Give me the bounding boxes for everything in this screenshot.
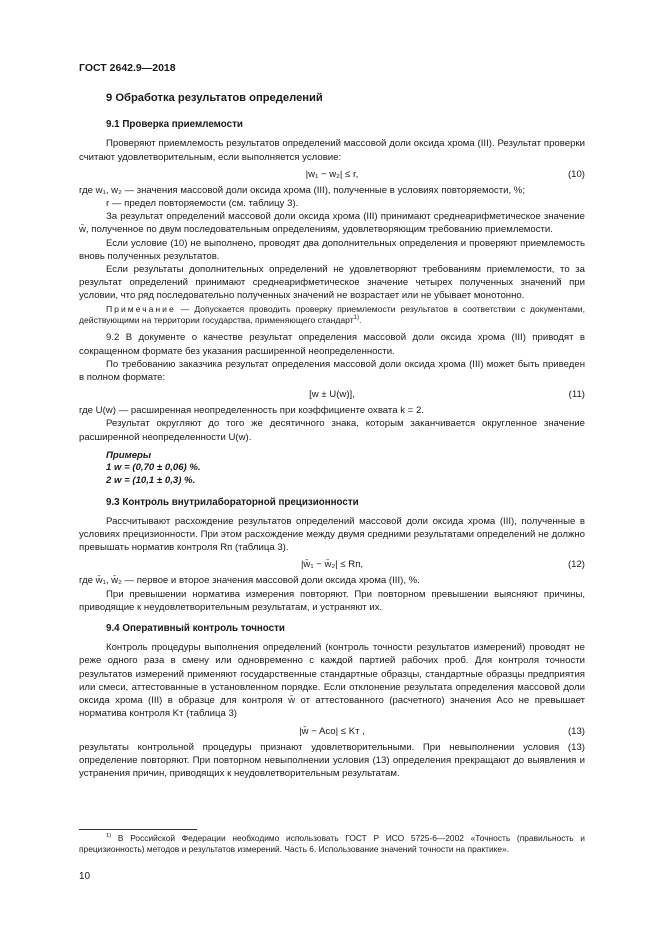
paragraph: Если результаты дополнительных определений не удовлетворяют требованиям приемлемости, то за результат определений принимают среднеарифметическое значение четырех полученных значений при условии, что ряд последовательно полученных значений не возрастает или не убывает монотонно. <box>79 264 585 302</box>
formula-11-expr: [w ± U(w)], <box>309 389 355 401</box>
subsection-9-3-title: 9.3 Контроль внутрилабораторной прецизионности <box>106 496 359 508</box>
paragraph: По требованию заказчика результат определения массовой доли оксида хрома (III) может быть приведен в полном формате: <box>79 358 585 384</box>
formula-11-number: (11) <box>568 389 585 401</box>
formula-10-expr: |w₁ − w₂| ≤ r, <box>305 168 359 180</box>
section-9-title: 9 Обработка результатов определений <box>106 92 323 104</box>
page-number: 10 <box>79 871 91 882</box>
where-clause: где w₁, w₂ — значения массовой доли оксида хрома (III), полученные в условиях повторяемости, %; <box>79 184 526 196</box>
note-label: Примечание <box>106 303 176 314</box>
paragraph: Проверяют приемлемость результатов определений массовой доли оксида хрома (III). Результат проверки считают удовлетворительным, если выполняется условие: <box>79 138 585 163</box>
footnote-mark: 1) <box>106 833 112 840</box>
formula-12-expr: |w̄₁ − w̄₂| ≤ Rп, <box>300 559 364 571</box>
paragraph: Результат округляют до того же десятичного знака, которым заканчивается округленное значение расширенной неопределенности U(w). <box>79 418 585 443</box>
note-text: — Допускается проводить проверку приемлемости результатов в соответствии с документами, действующими на территории государства, применяющего стандарт <box>79 303 585 326</box>
formula-13-number: (13) <box>567 725 585 737</box>
paragraph: Рассчитывают расхождение результатов определений массовой доли оксида хрома (III), полученные в условиях прецизионности. При этом расхождение между двумя средними результатами определений не должно превышать норматив контроля Rп (таблица 3). <box>79 515 585 554</box>
where-clause: где U(w) — расширенная неопределенность при коэффициенте охвата k = 2. <box>79 405 424 417</box>
note <box>79 304 585 327</box>
example-1: 1 w = (0,70 ± 0,06) %. <box>106 462 201 474</box>
formula-11 <box>79 388 585 402</box>
footnote-text: В Российской Федерации необходимо использовать ГОСТ Р ИСО 5725-6—2002 «Точность (правильность и прецизионность) методов и результатов измерений. Часть 6. Использование значений точности на практике». <box>79 833 585 855</box>
note-end: . <box>359 315 362 326</box>
standard-header: ГОСТ 2642.9—2018 <box>79 62 176 74</box>
paragraph: За результат определений массовой доли оксида хрома (III) принимают среднеарифметическое значение w̄, полученное по двум последовательным определениям, удовлетворяющим требованию приемлемости. <box>79 211 585 236</box>
paragraph: 9.2 В документе о качестве результат определения массовой доли оксида хрома (III) приводят в сокращенном формате без указания расширенной неопределенности. <box>79 332 585 357</box>
paragraph: Если условие (10) не выполнено, проводят два дополнительных определения и проверяют приемлемость вновь полученных результатов. <box>79 237 585 262</box>
formula-12 <box>79 558 585 572</box>
where-clause: r — предел повторяемости (см. таблицу 3). <box>106 198 299 210</box>
formula-10-number: (10) <box>567 168 585 180</box>
paragraph: результаты контрольной процедуры признают удовлетворительными. При невыполнении условия (13) определение повторяют. При повторном невыполнении условия (13) определения прекращают до выявления и устранения причин, приводящих к неудовлетворительным результатам. <box>79 741 585 779</box>
subsection-9-4-title: 9.4 Оперативный контроль точности <box>106 623 285 635</box>
footnote <box>79 833 585 855</box>
paragraph: При превышении норматива измерения повторяют. При повторном превышении выясняют причины, приводящие к неудовлетворительным результатам, и устраняют их. <box>79 588 585 613</box>
subsection-9-1-title: 9.1 Проверка приемлемости <box>106 119 243 131</box>
footnote-ref: 1) <box>353 315 360 322</box>
examples-title: Примеры <box>106 449 152 461</box>
formula-13 <box>79 725 585 739</box>
paragraph: Контроль процедуры выполнения определений (контроль точности результатов измерений) проводят не реже одного раза в смену или одновременно с каждой партией рабочих проб. Для контроля точности результатов измерений применяют государственные стандартные образцы, стандартные образцы предприятия или смеси, аттестованные в установленном порядке. Если отклонение результата определения массовой доли оксида хрома (III) в образце для контроля w̄ от аттестованного (расчетного) значения Aсо не превышает норматива контроля Kт (таблица 3) <box>79 642 585 720</box>
where-clause: где w̄₁, w̄₂ — первое и второе значения массовой доли оксида хрома (III), %. <box>79 575 420 587</box>
footnote-divider <box>79 829 197 830</box>
formula-12-number: (12) <box>567 559 585 571</box>
formula-10 <box>79 168 585 182</box>
page-content <box>79 92 585 780</box>
example-2: 2 w = (10,1 ± 0,3) %. <box>106 475 196 487</box>
formula-13-expr: |w̄ − Aсо| ≤ Kт , <box>299 725 365 737</box>
